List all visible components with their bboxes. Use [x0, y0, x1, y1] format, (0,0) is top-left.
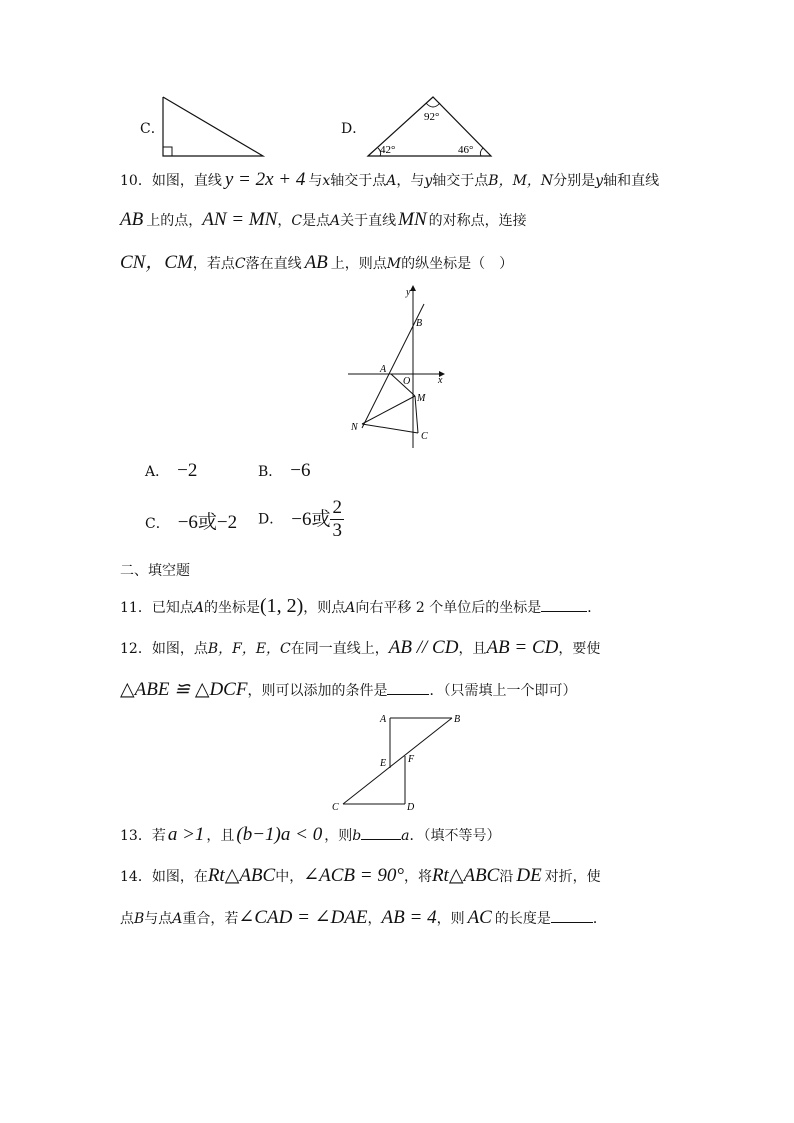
q10-line3	[120, 253, 513, 274]
text: ，与	[396, 173, 425, 189]
label-b: B	[416, 318, 423, 329]
text: ，要使	[558, 641, 601, 657]
text: 的对称点，连接	[428, 213, 527, 229]
q10-line2	[120, 210, 527, 231]
text: ，则	[436, 911, 465, 927]
right-triangle	[163, 97, 263, 156]
text: 的坐标是	[203, 600, 260, 616]
q14-number: 14．	[120, 869, 152, 885]
var: M	[386, 256, 402, 272]
label-d: D	[407, 802, 415, 813]
var: b	[352, 828, 362, 844]
q11-number: 11．	[120, 600, 152, 616]
var: A	[386, 173, 397, 189]
q10-number: 10．	[120, 173, 152, 189]
q9-option-c-label: C．	[140, 121, 165, 137]
var: AB	[120, 209, 144, 230]
segment-cn	[362, 424, 418, 433]
top-angle-arc	[426, 103, 440, 107]
q10-equation: y = 2x + 4	[224, 169, 306, 190]
label-f: F	[408, 754, 415, 765]
label-y: y	[406, 287, 411, 298]
text: ，且	[458, 641, 487, 657]
text: 落在直线	[245, 256, 302, 272]
label-n: N	[351, 422, 358, 433]
text: 若	[151, 828, 166, 844]
label-c: C	[332, 802, 339, 813]
text: ，	[277, 213, 292, 229]
label-a: A	[380, 364, 387, 375]
text: ，且	[206, 828, 235, 844]
text: 与	[308, 173, 323, 189]
option-value: −6	[290, 460, 311, 481]
var: A	[172, 911, 183, 927]
label-e: E	[380, 758, 387, 769]
text: 上，则点	[330, 256, 387, 272]
q14-line1	[120, 866, 601, 887]
angle-46-label: 46°	[458, 144, 474, 156]
text: 是点	[302, 213, 331, 229]
congruence: △ABE ≌ △DCF	[120, 679, 248, 700]
text: ，	[367, 911, 382, 927]
segment-bc	[343, 718, 452, 804]
text: 的纵坐标是（ ）	[401, 256, 514, 272]
length-condition: AB = 4	[381, 907, 437, 928]
text: 向右平移 2 个单位后的坐标是	[355, 600, 542, 616]
q10-option-d[interactable]	[258, 497, 344, 542]
q12-line2	[120, 680, 576, 701]
var: A	[330, 213, 341, 229]
text: ，则	[324, 828, 353, 844]
q12-figure	[325, 708, 475, 818]
q10-option-c[interactable]	[145, 513, 237, 534]
label-x: x	[438, 375, 443, 386]
var: B	[134, 911, 145, 927]
q10-condition: AN = MN	[202, 209, 278, 230]
text: ．	[592, 911, 607, 927]
text: 关于直线	[340, 213, 397, 229]
text: 的长度是	[494, 911, 551, 927]
angle-condition: ∠ACB = 90°	[303, 865, 404, 886]
text: 重合，若	[182, 911, 239, 927]
answer-blank[interactable]	[551, 908, 593, 923]
triangle-name: Rt△ABC	[431, 865, 500, 886]
var: C	[234, 256, 246, 272]
line-ab	[362, 304, 424, 428]
angle-92-label: 92°	[424, 111, 440, 123]
var: B，M，N	[488, 173, 554, 189]
text: 轴交于点	[432, 173, 489, 189]
equal-condition: AB = CD	[486, 637, 559, 658]
q10-line1	[120, 170, 659, 191]
right-angle-arc	[480, 148, 483, 156]
q9-option-c-figure	[155, 92, 270, 162]
parallel-condition: AB // CD	[388, 637, 459, 658]
q13-line	[120, 825, 501, 846]
coordinate: (1, 2)	[259, 595, 304, 617]
var: MN	[398, 209, 427, 230]
inequality-1: a >1	[167, 824, 205, 845]
option-label: C．	[145, 516, 170, 532]
q11-line	[120, 596, 601, 618]
label-c: C	[421, 431, 428, 442]
q10-option-b[interactable]	[258, 461, 311, 482]
text: 与点	[144, 911, 173, 927]
text: 在同一直线上，	[290, 641, 389, 657]
option-label: A．	[145, 464, 170, 480]
label-m: M	[417, 393, 426, 404]
text: ．（填不等号）	[409, 828, 501, 844]
text: ．	[587, 600, 602, 616]
denominator: 3	[332, 520, 342, 541]
option-value: −6或	[291, 508, 331, 530]
text: 轴和直线	[603, 173, 660, 189]
text: 沿	[499, 869, 514, 885]
label-a: A	[380, 714, 387, 725]
q9-option-d-figure	[360, 92, 500, 162]
label-o: O	[403, 376, 411, 387]
angle-42-label: 42°	[380, 144, 396, 156]
var: DE	[516, 865, 542, 886]
var: a	[401, 828, 410, 844]
text: 中，	[275, 869, 304, 885]
q12-number: 12．	[120, 641, 152, 657]
text: ，将	[403, 869, 432, 885]
var: A	[193, 600, 204, 616]
text: 已知点	[151, 600, 194, 616]
option-value: −6或−2	[177, 512, 238, 533]
var: AC	[467, 907, 492, 928]
q10-option-a[interactable]	[145, 461, 197, 482]
text: 如图，点	[151, 641, 208, 657]
fraction	[330, 497, 344, 542]
var: AB	[304, 252, 328, 273]
text: ．（只需填上一个即可）	[429, 683, 577, 699]
answer-blank[interactable]	[387, 680, 429, 695]
numerator: 2	[332, 497, 342, 518]
text: ，则可以添加的条件是	[247, 683, 388, 699]
q10-figure	[340, 282, 460, 452]
segment-mn	[362, 396, 415, 424]
q12-line1	[120, 638, 600, 659]
label-b: B	[454, 714, 461, 725]
text: 上的点，	[146, 213, 203, 229]
text: 点	[120, 911, 134, 927]
triangle-name: Rt△ABC	[207, 865, 276, 886]
q14-line2	[120, 908, 607, 929]
section-title: 二、填空题	[120, 563, 190, 579]
text: 分别是	[553, 173, 596, 189]
var: C	[291, 213, 303, 229]
var: y	[595, 173, 604, 189]
text: 对折，使	[544, 869, 601, 885]
right-angle-mark	[163, 147, 172, 156]
answer-blank[interactable]	[361, 825, 401, 840]
text: ，则点	[303, 600, 346, 616]
q13-number: 13．	[120, 828, 152, 844]
option-label: B．	[258, 464, 283, 480]
text: 如图，在	[151, 869, 208, 885]
q9-option-d-label: D．	[341, 121, 367, 137]
inequality-2: (b−1)a < 0	[236, 824, 323, 845]
angle-condition: ∠CAD = ∠DAE	[238, 907, 368, 928]
var: x	[322, 173, 331, 189]
answer-blank[interactable]	[541, 597, 587, 612]
var: y	[424, 173, 433, 189]
option-value: −2	[177, 460, 198, 481]
text: ，若点	[192, 256, 235, 272]
var: A	[345, 600, 356, 616]
text: 如图，直线	[151, 173, 222, 189]
option-label: D．	[258, 511, 284, 528]
var: B，F，E，C	[207, 641, 291, 657]
var: CN，CM	[120, 252, 193, 273]
text: 轴交于点	[330, 173, 387, 189]
